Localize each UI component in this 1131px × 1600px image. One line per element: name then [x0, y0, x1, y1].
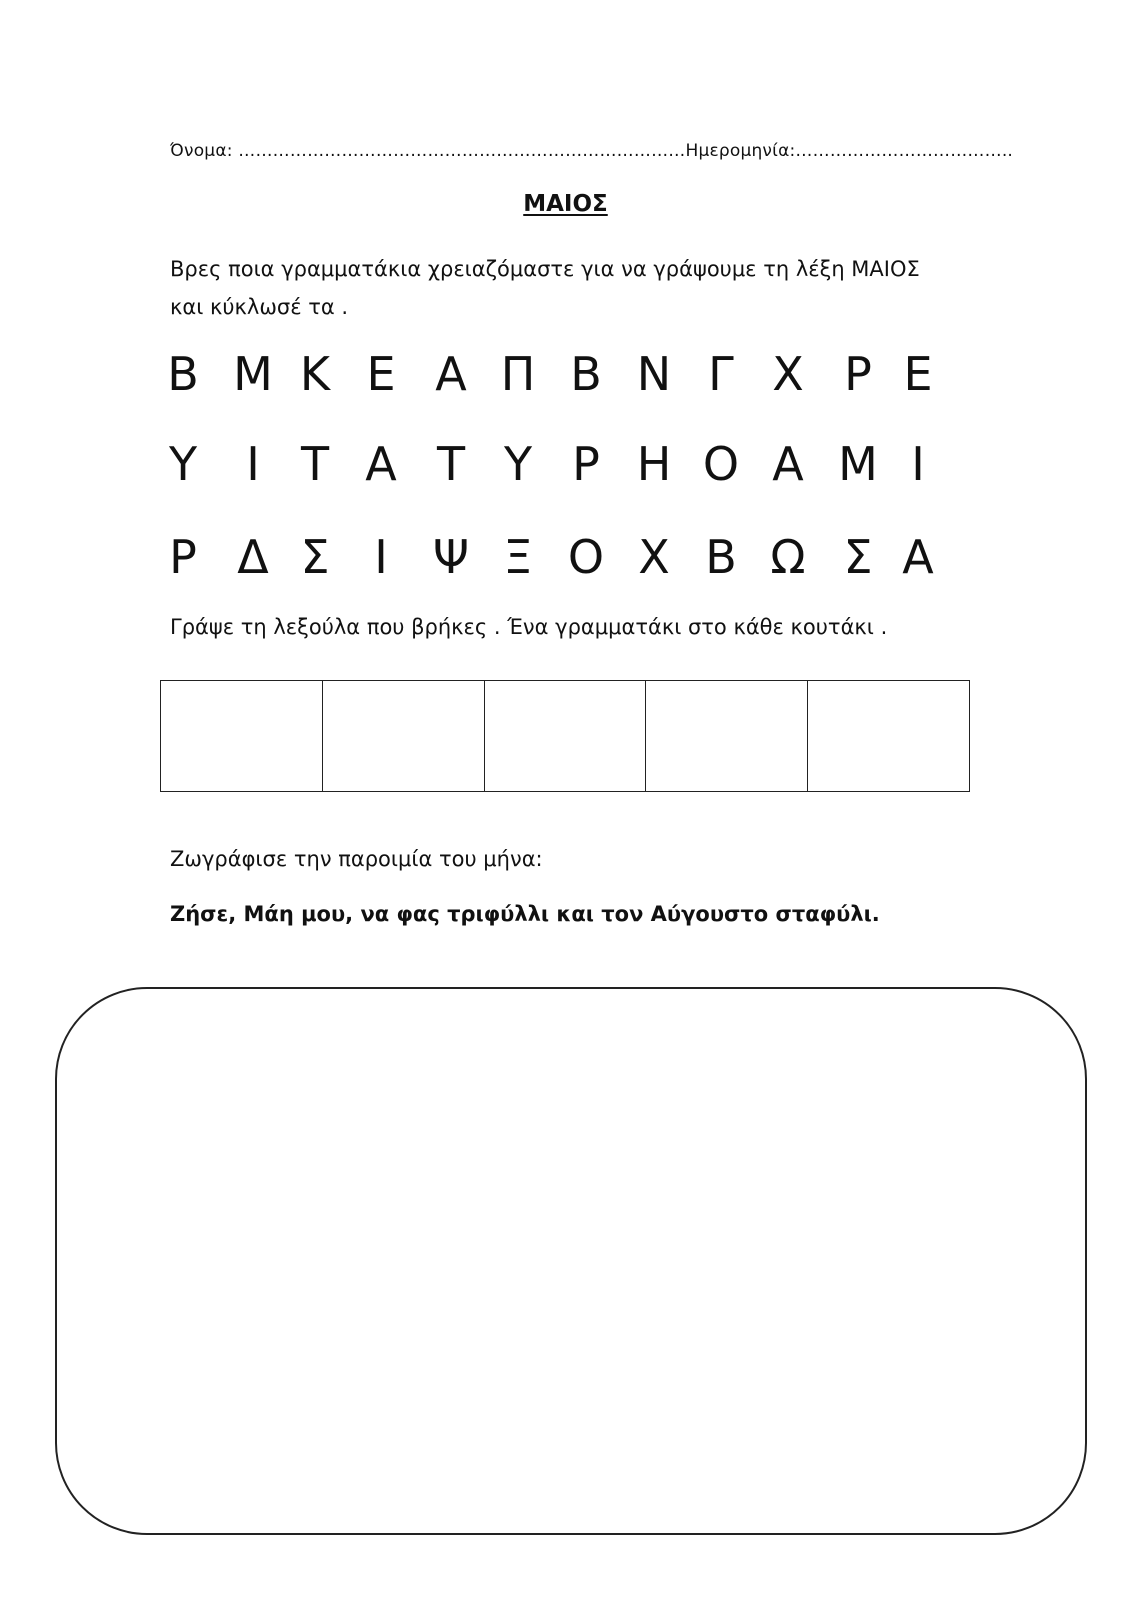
answer-box[interactable]: [808, 681, 969, 791]
grid-letter[interactable]: Ι: [246, 437, 260, 491]
grid-letter[interactable]: Η: [636, 437, 672, 491]
grid-letter[interactable]: Ε: [366, 347, 396, 401]
grid-letter[interactable]: Α: [772, 437, 804, 491]
grid-letter[interactable]: Δ: [237, 530, 269, 584]
grid-letter[interactable]: Τ: [436, 437, 466, 491]
grid-letter[interactable]: Ο: [702, 437, 740, 491]
grid-letter[interactable]: Ι: [911, 437, 925, 491]
grid-letter[interactable]: Π: [500, 347, 536, 401]
grid-letter[interactable]: Τ: [300, 437, 330, 491]
grid-letter[interactable]: Γ: [708, 347, 734, 401]
grid-letter[interactable]: Ρ: [169, 530, 197, 584]
instruction-line-1: Βρες ποια γραμματάκια χρειαζόμαστε για να γράψουμε τη λέξη ΜΑΙΟΣ: [170, 257, 920, 281]
grid-letter[interactable]: Ξ: [503, 530, 533, 584]
grid-letter[interactable]: Σ: [843, 530, 873, 584]
letter-row-1: [163, 344, 963, 404]
grid-letter[interactable]: Μ: [233, 347, 273, 401]
grid-letter[interactable]: Ω: [770, 530, 806, 584]
grid-letter[interactable]: Ε: [903, 347, 933, 401]
answer-box[interactable]: [161, 681, 323, 791]
grid-letter[interactable]: Υ: [168, 437, 198, 491]
grid-letter[interactable]: Ο: [567, 530, 605, 584]
draw-proverb-instruction: Ζωγράφισε την παροιμία του μήνα:: [170, 847, 543, 871]
instruction-line-2: και κύκλωσέ τα .: [170, 295, 349, 319]
grid-letter[interactable]: Ρ: [572, 437, 600, 491]
grid-letter[interactable]: Α: [435, 347, 467, 401]
month-proverb: Ζήσε, Μάη μου, να φας τριφύλλι και τον Αύγουστο σταφύλι.: [170, 902, 880, 926]
letter-row-3: [163, 527, 963, 587]
grid-letter[interactable]: Α: [902, 530, 934, 584]
worksheet-title: ΜΑΙΟΣ: [523, 191, 608, 217]
grid-letter[interactable]: Ψ: [432, 530, 470, 584]
grid-letter[interactable]: Α: [365, 437, 397, 491]
answer-box[interactable]: [646, 681, 808, 791]
grid-letter[interactable]: Σ: [300, 530, 330, 584]
write-word-instruction: Γράψε τη λεξούλα που βρήκες . Ένα γραμματάκι στο κάθε κουτάκι .: [170, 615, 888, 639]
grid-letter[interactable]: Μ: [838, 437, 878, 491]
letter-row-2: [163, 434, 963, 494]
grid-letter[interactable]: Β: [167, 347, 199, 401]
name-date-line: Όνομα: ……………………………………………………………………Ημερομηνία:………………………………..: [170, 141, 1014, 161]
answer-boxes: [160, 680, 970, 792]
grid-letter[interactable]: Β: [570, 347, 602, 401]
drawing-area[interactable]: [55, 987, 1087, 1535]
answer-box[interactable]: [323, 681, 485, 791]
grid-letter[interactable]: Ν: [636, 347, 672, 401]
grid-letter[interactable]: Κ: [299, 347, 331, 401]
grid-letter[interactable]: Β: [705, 530, 737, 584]
grid-letter[interactable]: Ι: [374, 530, 388, 584]
find-letters-instruction: [170, 250, 970, 326]
grid-letter[interactable]: Ρ: [844, 347, 872, 401]
grid-letter[interactable]: Χ: [772, 347, 804, 401]
grid-letter[interactable]: Χ: [638, 530, 670, 584]
answer-box[interactable]: [485, 681, 647, 791]
grid-letter[interactable]: Υ: [503, 437, 533, 491]
